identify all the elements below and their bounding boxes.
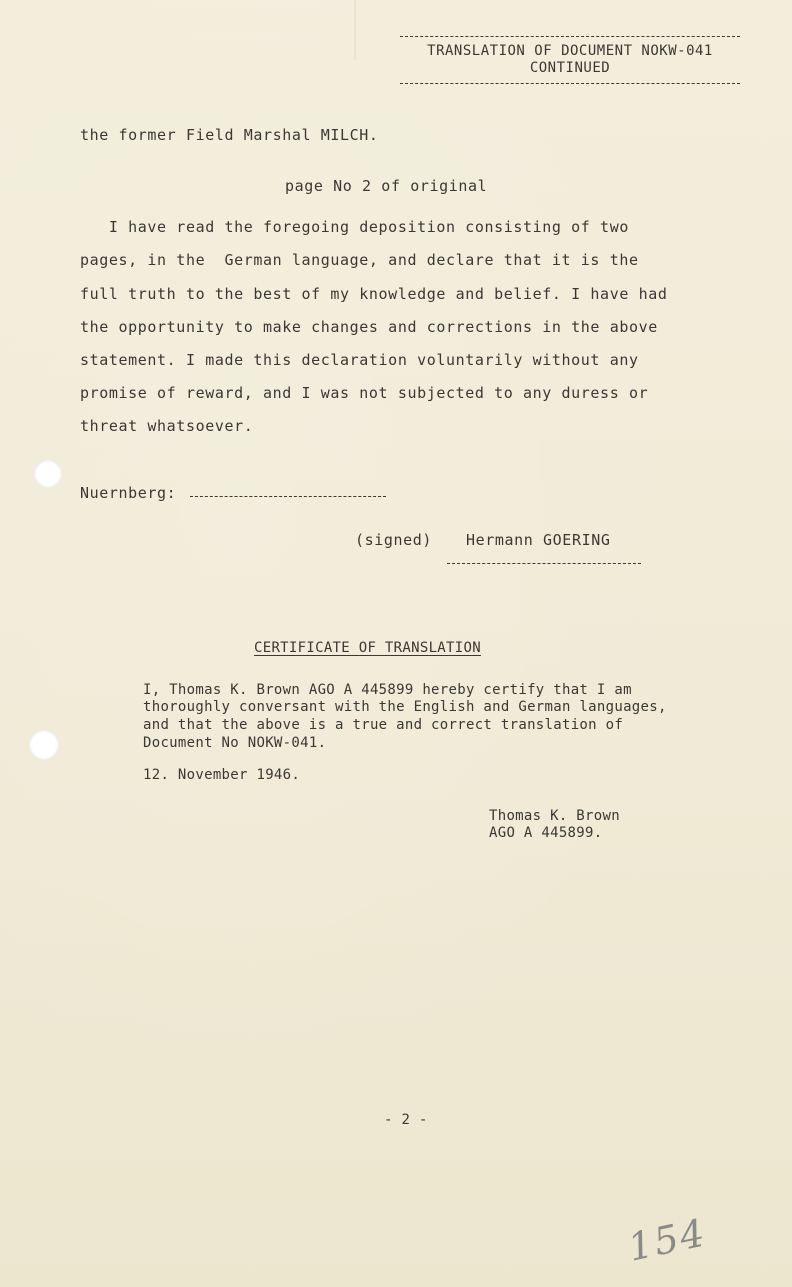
certificate-line: Document No NOKW-041. [143, 735, 327, 751]
translator-id: AGO A 445899. [489, 825, 603, 841]
place-blank-line [190, 496, 386, 497]
page-number: - 2 - [384, 1112, 428, 1128]
certificate-line: I, Thomas K. Brown AGO A 445899 hereby certify that I am [143, 682, 632, 698]
punch-hole [34, 460, 62, 488]
document-header [400, 36, 740, 84]
certificate-date: 12. November 1946. [143, 767, 301, 783]
body-line: the opportunity to make changes and corrections in the above [80, 318, 658, 336]
body-line: threat whatsoever. [80, 417, 254, 435]
punch-hole [29, 730, 59, 760]
certificate-line: and that the above is a true and correct translation of [143, 717, 624, 733]
signature-rule [447, 563, 641, 564]
continuation-line: the former Field Marshal MILCH. [80, 126, 379, 144]
signed-label: (signed) [355, 531, 433, 549]
page-note: page No 2 of original [285, 177, 488, 195]
certificate-title: CERTIFICATE OF TRANSLATION [254, 640, 481, 656]
body-line: statement. I made this declaration voluntarily without any [80, 351, 639, 369]
body-line: pages, in the German language, and declare that it is the [80, 251, 639, 269]
translator-name: Thomas K. Brown [489, 808, 620, 824]
place-label: Nuernberg: [80, 484, 177, 502]
header-bottom-rule [400, 83, 740, 84]
header-top-rule [400, 36, 740, 37]
body-line: full truth to the best of my knowledge and belief. I have had [80, 285, 668, 303]
body-line: I have read the foregoing deposition consisting of two [80, 218, 629, 236]
header-title: TRANSLATION OF DOCUMENT NOKW-041 [427, 43, 713, 59]
header-subtitle: CONTINUED [529, 60, 611, 76]
handwritten-page-number: 154 [624, 1210, 711, 1270]
fold-mark [354, 0, 356, 60]
certificate-line: thoroughly conversant with the English and German languages, [143, 699, 667, 715]
signer-name: Hermann GOERING [466, 531, 611, 549]
body-line: promise of reward, and I was not subjected to any duress or [80, 384, 649, 402]
